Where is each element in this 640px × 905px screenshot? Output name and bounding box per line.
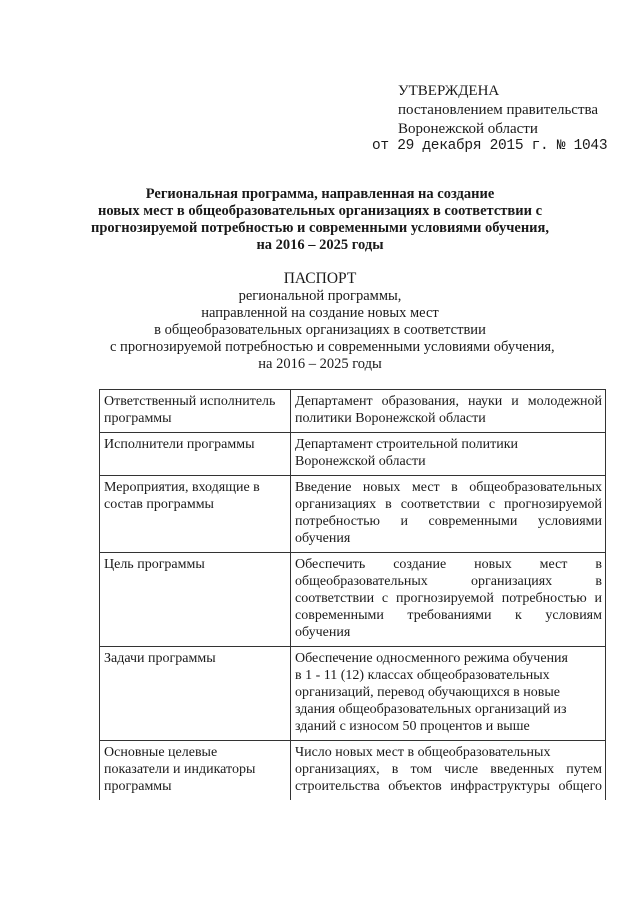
row-value-line: Воронежской области <box>295 454 426 469</box>
program-title-line: Региональная программа, направленная на создание <box>145 186 495 202</box>
row-label-line: показатели и индикаторы <box>104 762 256 777</box>
row-value-line: Число новых мест в общеобразовательных <box>295 745 551 760</box>
row-label-line: Цель программы <box>104 557 205 572</box>
row-value-line: здания общеобразовательных организаций из <box>295 702 567 717</box>
table-row <box>100 433 606 476</box>
row-value-line: общеобразовательных организациях в <box>295 574 602 589</box>
row-value-line: строительства объектов инфраструктуры общего <box>295 779 602 794</box>
row-value-line: соответствии с прогнозируемой потребностью и <box>295 591 602 606</box>
passport-heading <box>110 270 555 373</box>
row-value-line: организациях в соответствии с прогнозируемой <box>295 497 602 512</box>
program-title-line: новых мест в общеобразовательных организациях в соответствии с <box>97 203 543 219</box>
approval-heading: УТВЕРЖДЕНА <box>398 83 500 99</box>
table-row <box>100 553 606 647</box>
row-value-line: Департамент строительной политики <box>295 437 519 452</box>
table-row <box>100 390 606 433</box>
row-label-line: Мероприятия, входящие в <box>104 480 260 495</box>
row-label-line: Исполнители программы <box>104 437 255 452</box>
row-value-line: организаций, перевод обучающихся в новые <box>295 685 560 700</box>
approval-block <box>372 82 608 154</box>
row-value-line: в 1 - 11 (12) классах общеобразовательных <box>295 668 550 683</box>
row-label-cell <box>100 741 291 801</box>
row-value-line: обучения <box>295 531 351 546</box>
row-label-cell <box>100 476 291 553</box>
table-row <box>100 741 606 801</box>
row-label-line: Задачи программы <box>104 651 216 666</box>
row-value-cell <box>291 647 606 741</box>
passport-subtitle-line: с прогнозируемой потребностью и современными условиями обучения, <box>110 339 555 355</box>
row-value-cell <box>291 476 606 553</box>
row-label-line: Основные целевые <box>104 745 218 760</box>
passport-table <box>99 389 606 800</box>
approval-line: постановлением правительства <box>398 102 599 118</box>
row-value-cell <box>291 741 606 801</box>
program-title <box>90 186 550 254</box>
row-value-line: потребностью и современными условиями <box>295 514 602 529</box>
program-title-line: на 2016 – 2025 годы <box>256 237 384 253</box>
passport-subtitle-line: направленной на создание новых мест <box>201 305 439 321</box>
table-row <box>100 647 606 741</box>
table-row <box>100 476 606 553</box>
row-value-line: политики Воронежской области <box>295 411 486 426</box>
row-value-cell <box>291 390 606 433</box>
row-label-cell <box>100 647 291 741</box>
row-value-line: Введение новых мест в общеобразовательных <box>295 480 602 495</box>
row-value-line: Обеспечить создание новых мест в <box>295 557 602 572</box>
passport-subtitle-line: в общеобразовательных организациях в соответствии <box>154 322 486 338</box>
approval-date-stamp: от 29 декабря 2015 г. № 1043 <box>372 138 608 154</box>
row-value-line: зданий с износом 50 процентов и выше <box>295 719 530 734</box>
row-value-line: современными требованиями к условиям <box>295 608 602 623</box>
passport-title: ПАСПОРТ <box>283 270 357 287</box>
row-value-line: Департамент образования, науки и молодежной <box>295 394 602 409</box>
passport-subtitle-line: региональной программы, <box>238 288 402 304</box>
row-value-cell <box>291 553 606 647</box>
row-label-line: состав программы <box>104 497 214 512</box>
row-value-line: организациях, в том числе введенных путем <box>295 762 602 777</box>
row-label-line: программы <box>104 411 172 426</box>
row-label-cell <box>100 433 291 476</box>
row-value-cell <box>291 433 606 476</box>
passport-subtitle-line: на 2016 – 2025 годы <box>258 356 382 372</box>
row-label-line: программы <box>104 779 172 794</box>
approval-line: Воронежской области <box>398 121 538 137</box>
row-value-line: обучения <box>295 625 351 640</box>
row-label-line: Ответственный исполнитель <box>104 394 276 409</box>
row-value-line: Обеспечение односменного режима обучения <box>295 651 568 666</box>
row-label-cell <box>100 390 291 433</box>
program-title-line: прогнозируемой потребностью и современными условиями обучения, <box>90 220 550 236</box>
row-label-cell <box>100 553 291 647</box>
